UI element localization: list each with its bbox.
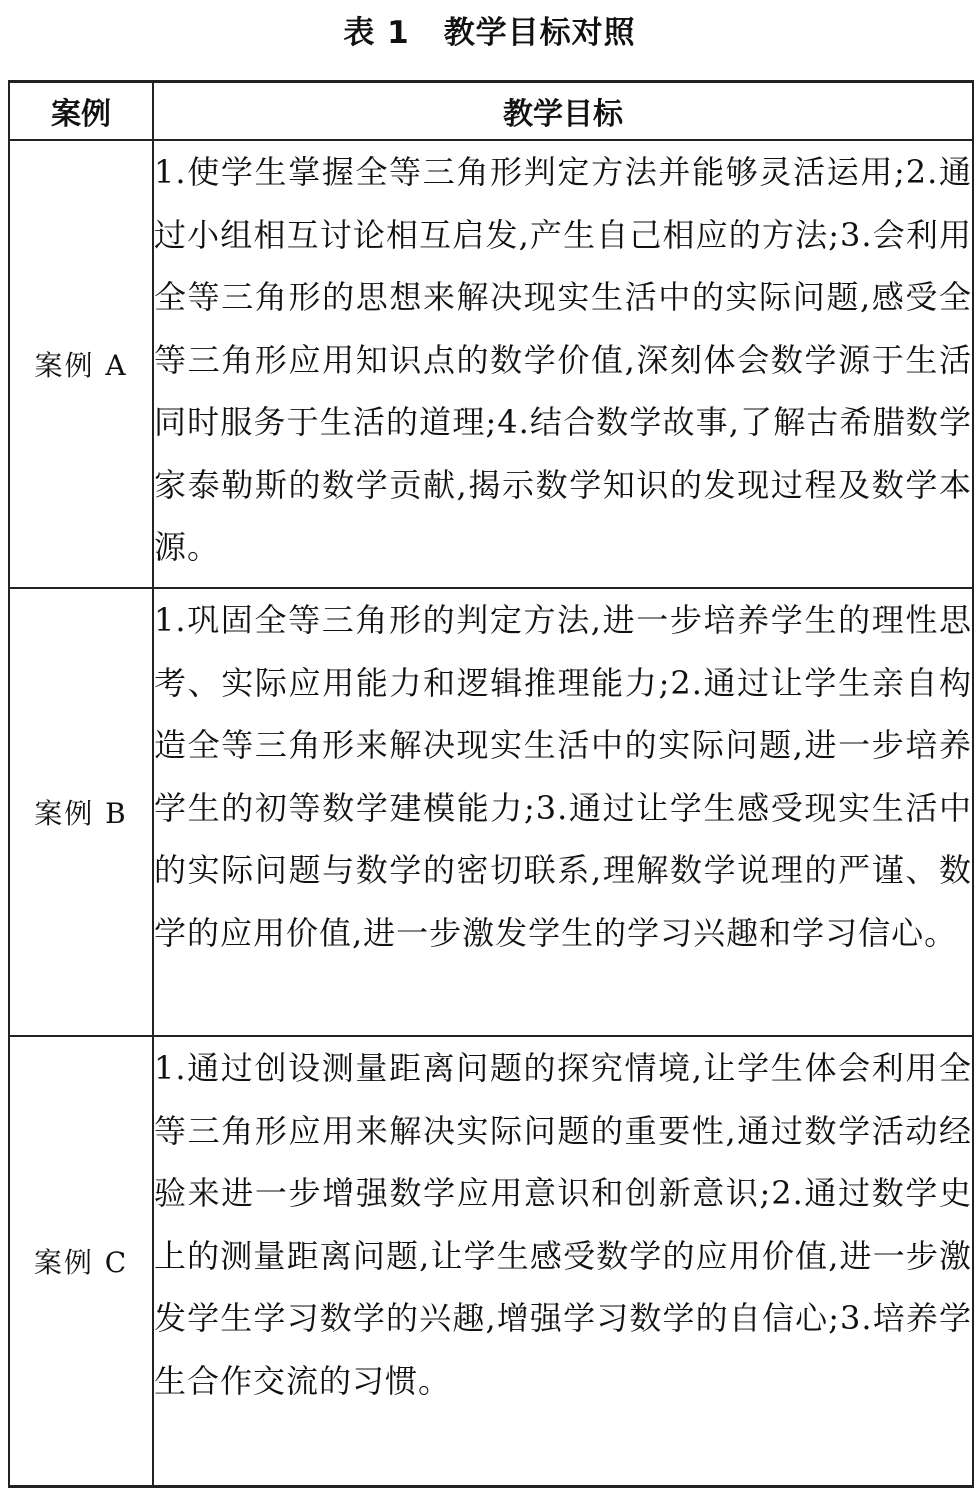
table-row-case-b (9, 588, 973, 1036)
case-a-goals: 1.使学生掌握全等三角形判定方法并能够灵活运用;2.通过小组相互讨论相互启发,产生自己相应的方法;3.会利用全等三角形的思想来解决现实生活中的实际问题,感受全等三角形应用知识点的数学价值,深刻体会数学源于生活同时服务于生活的道理;4.结合数学故事,了解古希腊数学家泰勒斯的数学贡献,揭示数学知识的发现过程及数学本源。 (153, 140, 973, 588)
table-title: 教学目标对照 (443, 15, 636, 51)
table-header-row (9, 82, 973, 141)
case-c-goals: 1.通过创设测量距离问题的探究情境,让学生体会利用全等三角形应用来解决实际问题的重要性,通过数学活动经验来进一步增强数学应用意识和创新意识;2.通过数学史上的测量距离问题,让学生感受数学的应用价值,进一步激发学生学习数学的兴趣,增强学习数学的自信心;3.培养学生合作交流的习惯。 (153, 1036, 973, 1487)
case-a-label: 案例 A (9, 140, 153, 588)
case-b-goals: 1.巩固全等三角形的判定方法,进一步培养学生的理性思考、实际应用能力和逻辑推理能力;2.通过让学生亲自构造全等三角形来解决现实生活中的实际问题,进一步培养学生的初等数学建模能力;3.通过让学生感受现实生活中的实际问题与数学的密切联系,理解数学说理的严谨、数学的应用价值,进一步激发学生的学习兴趣和学习信心。 (153, 588, 973, 1036)
table-caption (0, 8, 979, 58)
teaching-goals-table (8, 80, 974, 1488)
case-b-label: 案例 B (9, 588, 153, 1036)
table-row-case-c (9, 1036, 973, 1487)
table-number: 表 1 (343, 15, 410, 51)
header-teaching-goals: 教学目标 (153, 82, 973, 141)
header-case: 案例 (9, 82, 153, 141)
case-c-label: 案例 C (9, 1036, 153, 1487)
table-row-case-a (9, 140, 973, 588)
